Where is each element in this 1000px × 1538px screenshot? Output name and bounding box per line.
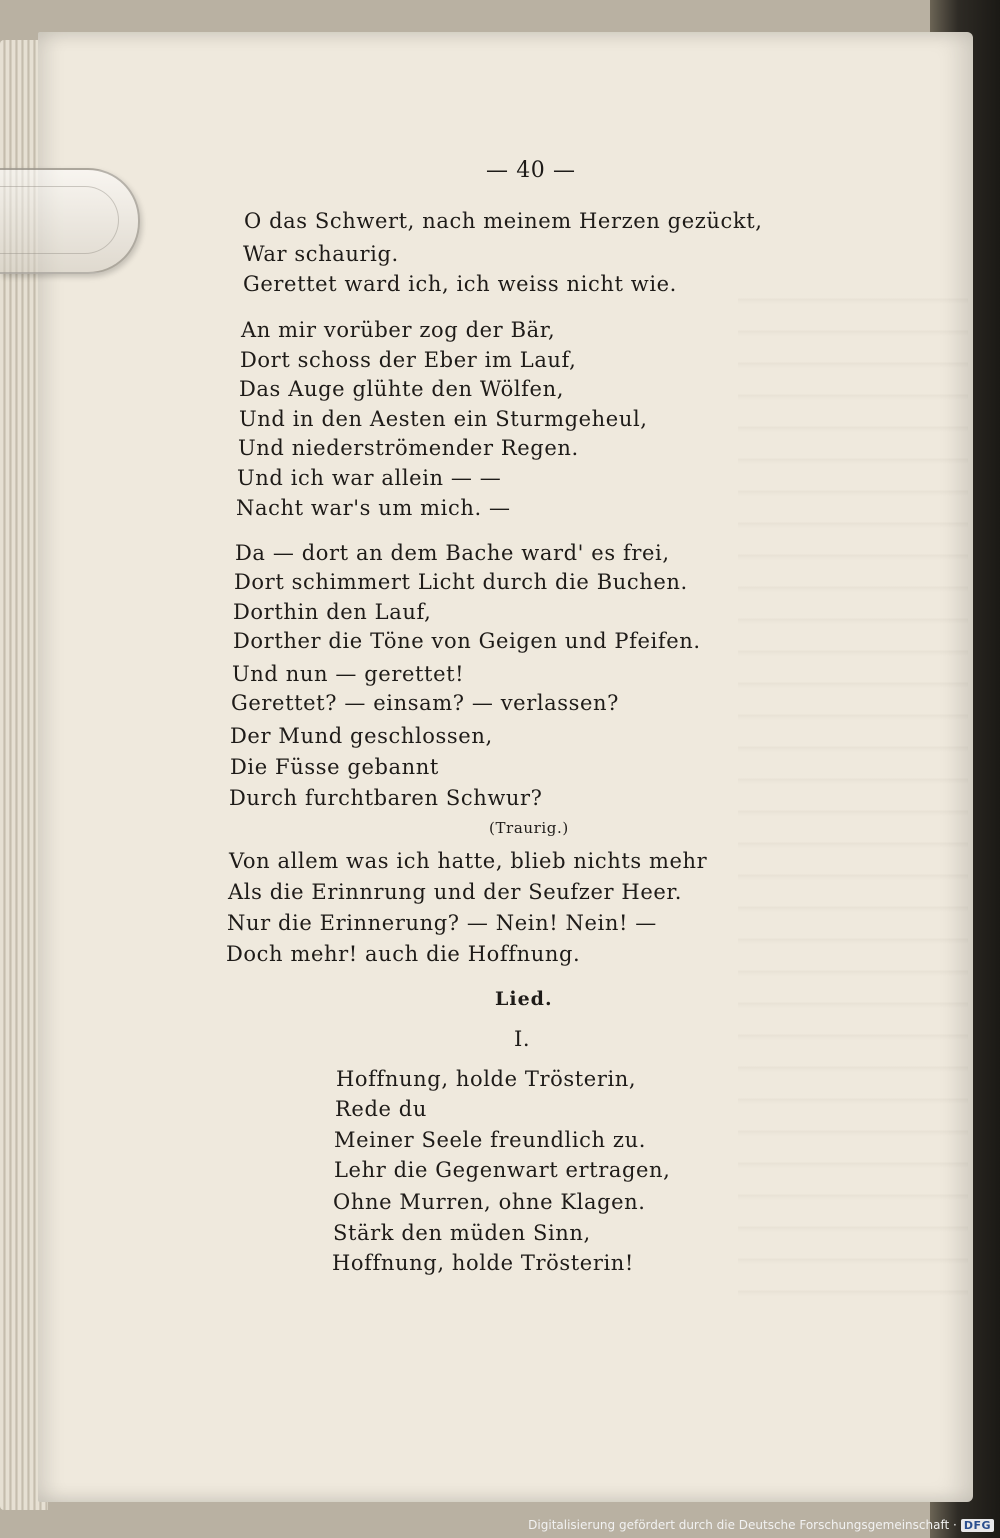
digitization-credit — [528, 1518, 994, 1532]
verse-line: Von allem was ich hatte, blieb nichts mehr — [229, 849, 708, 873]
song-line: Hoffnung, holde Trösterin, — [336, 1067, 637, 1091]
verse-line: Das Auge glühte den Wölfen, — [239, 377, 564, 401]
verse-line: Nur die Erinnerung? — Nein! Nein! — — [227, 911, 657, 935]
verse-line: O das Schwert, nach meinem Herzen gezückt, — [244, 209, 763, 233]
verse-line: War schaurig. — [243, 242, 399, 266]
song-line: Stärk den müden Sinn, — [333, 1221, 591, 1245]
verse-line: Da — dort an dem Bache ward' es frei, — [235, 541, 670, 565]
verse-line: Der Mund geschlossen, — [230, 724, 493, 748]
verse-line: Gerettet ward ich, ich weiss nicht wie. — [243, 272, 677, 296]
page-number: — 40 — — [486, 158, 576, 183]
verse-line: Und ich war allein — — — [237, 466, 502, 490]
verse-line: Nacht war's um mich. — — [236, 496, 511, 520]
paper-clip-icon — [0, 168, 140, 274]
verse-line: Und niederströmender Regen. — [238, 436, 579, 460]
verse-line: Die Füsse gebannt — [230, 755, 439, 779]
song-heading: Lied. — [495, 988, 553, 1010]
verse-line: Gerettet? — einsam? — verlassen? — [231, 691, 620, 715]
verse-line: Dorther die Töne von Geigen und Pfeifen. — [233, 629, 701, 653]
song-line: Ohne Murren, ohne Klagen. — [333, 1190, 646, 1214]
verse-line: Dort schimmert Licht durch die Buchen. — [234, 570, 688, 594]
verse-line: An mir vorüber zog der Bär, — [241, 318, 556, 342]
verse-line: Dort schoss der Eber im Lauf, — [240, 348, 577, 372]
book-page — [38, 32, 973, 1502]
song-line: Rede du — [335, 1097, 427, 1121]
stage-direction: (Traurig.) — [489, 819, 569, 837]
verse-line: Und nun — gerettet! — [232, 662, 465, 686]
song-line: Lehr die Gegenwart ertragen, — [334, 1158, 671, 1182]
verse-line: Doch mehr! auch die Hoffnung. — [226, 942, 581, 966]
credit-text: Digitalisierung gefördert durch die Deutsche Forschungsgemeinschaft · — [528, 1518, 957, 1532]
verse-line: Und in den Aesten ein Sturmgeheul, — [239, 407, 648, 431]
bleed-through-texture — [738, 272, 968, 1322]
song-line: Meiner Seele freundlich zu. — [334, 1128, 646, 1152]
song-number: I. — [514, 1027, 531, 1051]
dfg-logo-icon: DFG — [961, 1519, 994, 1532]
song-line: Hoffnung, holde Trösterin! — [332, 1251, 634, 1275]
verse-line: Durch furchtbaren Schwur? — [229, 786, 543, 810]
verse-line: Dorthin den Lauf, — [233, 600, 432, 624]
verse-line: Als die Erinnrung und der Seufzer Heer. — [228, 880, 682, 904]
